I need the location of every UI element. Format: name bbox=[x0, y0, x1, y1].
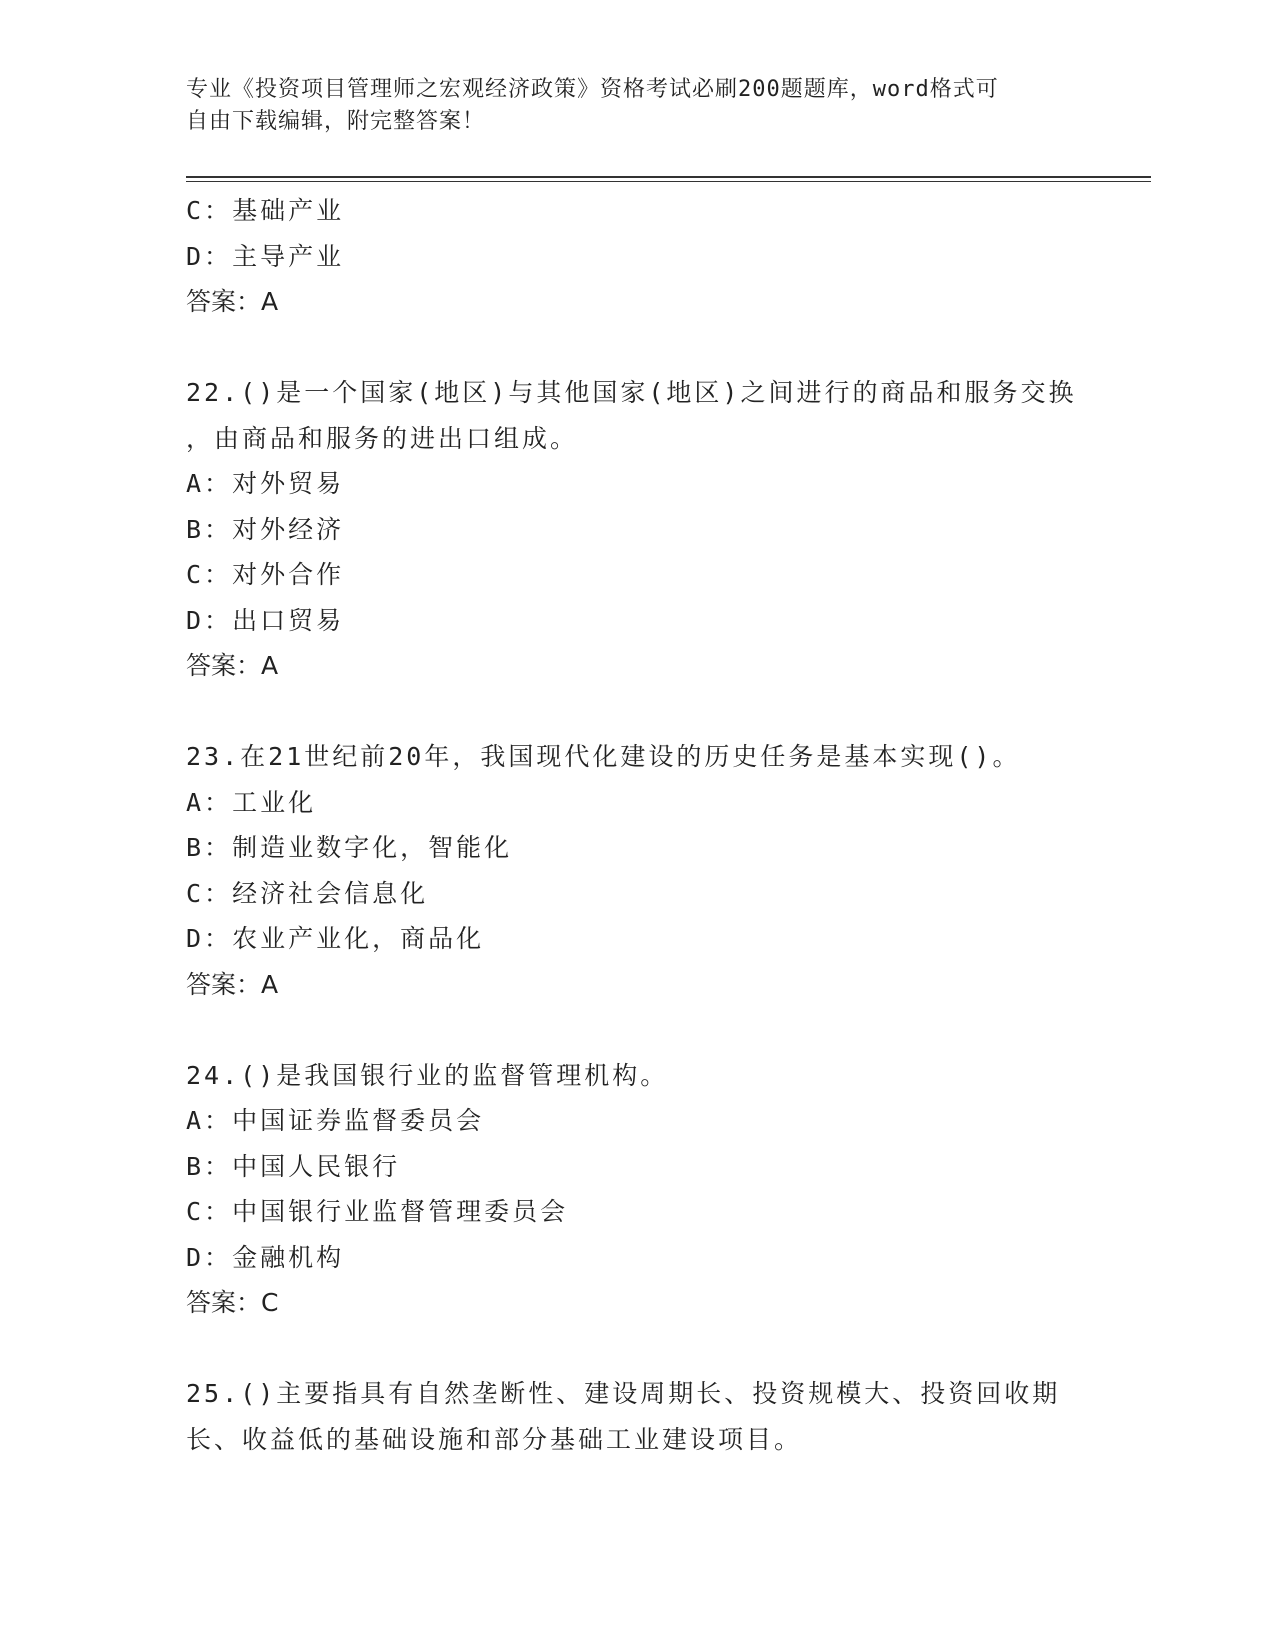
question-stem-line: 22.()是一个国家(地区)与其他国家(地区)之间进行的商品和服务交换 bbox=[186, 378, 1077, 407]
option-key: A： bbox=[186, 787, 233, 817]
question-stem-line: 长、收益低的基础设施和部分基础工业建设项目。 bbox=[186, 1424, 803, 1454]
spacer bbox=[186, 325, 1086, 371]
page-header bbox=[186, 74, 1066, 138]
option-key: B： bbox=[186, 833, 233, 862]
option-text: 工业化 bbox=[232, 787, 317, 817]
option-key: D： bbox=[186, 241, 233, 271]
header-line-1: 专业《投资项目管理师之宏观经济政策》资格考试必刷200题题库，word格式可 bbox=[186, 77, 999, 102]
question-23 bbox=[186, 734, 1086, 1007]
spacer bbox=[186, 1326, 1086, 1372]
spacer bbox=[186, 1007, 1086, 1053]
option-b bbox=[186, 1144, 1086, 1190]
option-b bbox=[186, 825, 1086, 871]
option-key: C： bbox=[186, 878, 233, 908]
header-divider-thin bbox=[186, 181, 1151, 182]
option-text: 对外合作 bbox=[232, 560, 345, 589]
answer-line: 答案：A bbox=[186, 651, 279, 680]
option-key: B： bbox=[186, 1151, 233, 1181]
question-content bbox=[186, 188, 1086, 1462]
question-stem-line: 24.()是我国银行业的监督管理机构。 bbox=[186, 1060, 669, 1090]
option-d bbox=[186, 916, 1086, 962]
option-key: B： bbox=[186, 514, 233, 544]
question-25 bbox=[186, 1371, 1086, 1462]
option-key: C： bbox=[186, 560, 233, 589]
option-key: C： bbox=[186, 1197, 233, 1226]
answer-line: 答案：A bbox=[186, 969, 279, 999]
spacer bbox=[186, 689, 1086, 735]
option-a bbox=[186, 780, 1086, 826]
question-24 bbox=[186, 1053, 1086, 1326]
option-key: D： bbox=[186, 1242, 233, 1272]
option-text: 金融机构 bbox=[232, 1242, 345, 1272]
option-text: 中国银行业监督管理委员会 bbox=[232, 1197, 569, 1226]
option-text: 对外贸易 bbox=[232, 469, 345, 498]
header-divider-thick bbox=[186, 176, 1151, 178]
option-d bbox=[186, 598, 1086, 644]
answer-line: 答案：C bbox=[186, 1288, 279, 1317]
option-a bbox=[186, 461, 1086, 507]
option-d bbox=[186, 234, 1086, 280]
option-text: 对外经济 bbox=[232, 514, 345, 544]
option-text: 农业产业化，商品化 bbox=[232, 924, 485, 953]
option-text: 出口贸易 bbox=[232, 605, 345, 635]
header-line-2: 自由下载编辑，附完整答案！ bbox=[186, 109, 486, 134]
option-text: 中国证券监督委员会 bbox=[232, 1106, 485, 1135]
option-text: 制造业数字化，智能化 bbox=[232, 833, 513, 862]
option-text: 主导产业 bbox=[232, 241, 345, 271]
option-key: A： bbox=[186, 1106, 233, 1135]
option-text: 中国人民银行 bbox=[232, 1151, 401, 1181]
option-c bbox=[186, 871, 1086, 917]
option-c bbox=[186, 1189, 1086, 1235]
option-d bbox=[186, 1235, 1086, 1281]
question-stem-line: 23.在21世纪前20年，我国现代化建设的历史任务是基本实现()。 bbox=[186, 742, 1021, 771]
option-key: D： bbox=[186, 605, 233, 635]
option-b bbox=[186, 507, 1086, 553]
option-c bbox=[186, 188, 1086, 234]
option-c bbox=[186, 552, 1086, 598]
question-21-tail bbox=[186, 188, 1086, 325]
question-stem-line: 25.()主要指具有自然垄断性、建设周期长、投资规模大、投资回收期 bbox=[186, 1379, 1061, 1408]
option-text: 基础产业 bbox=[232, 196, 345, 225]
option-key: C： bbox=[186, 196, 233, 225]
question-22 bbox=[186, 370, 1086, 689]
option-text: 经济社会信息化 bbox=[232, 878, 429, 908]
option-a bbox=[186, 1098, 1086, 1144]
option-key: A： bbox=[186, 469, 233, 498]
answer-line: 答案：A bbox=[186, 287, 279, 316]
option-key: D： bbox=[186, 924, 233, 953]
question-stem-line: ，由商品和服务的进出口组成。 bbox=[186, 423, 579, 453]
